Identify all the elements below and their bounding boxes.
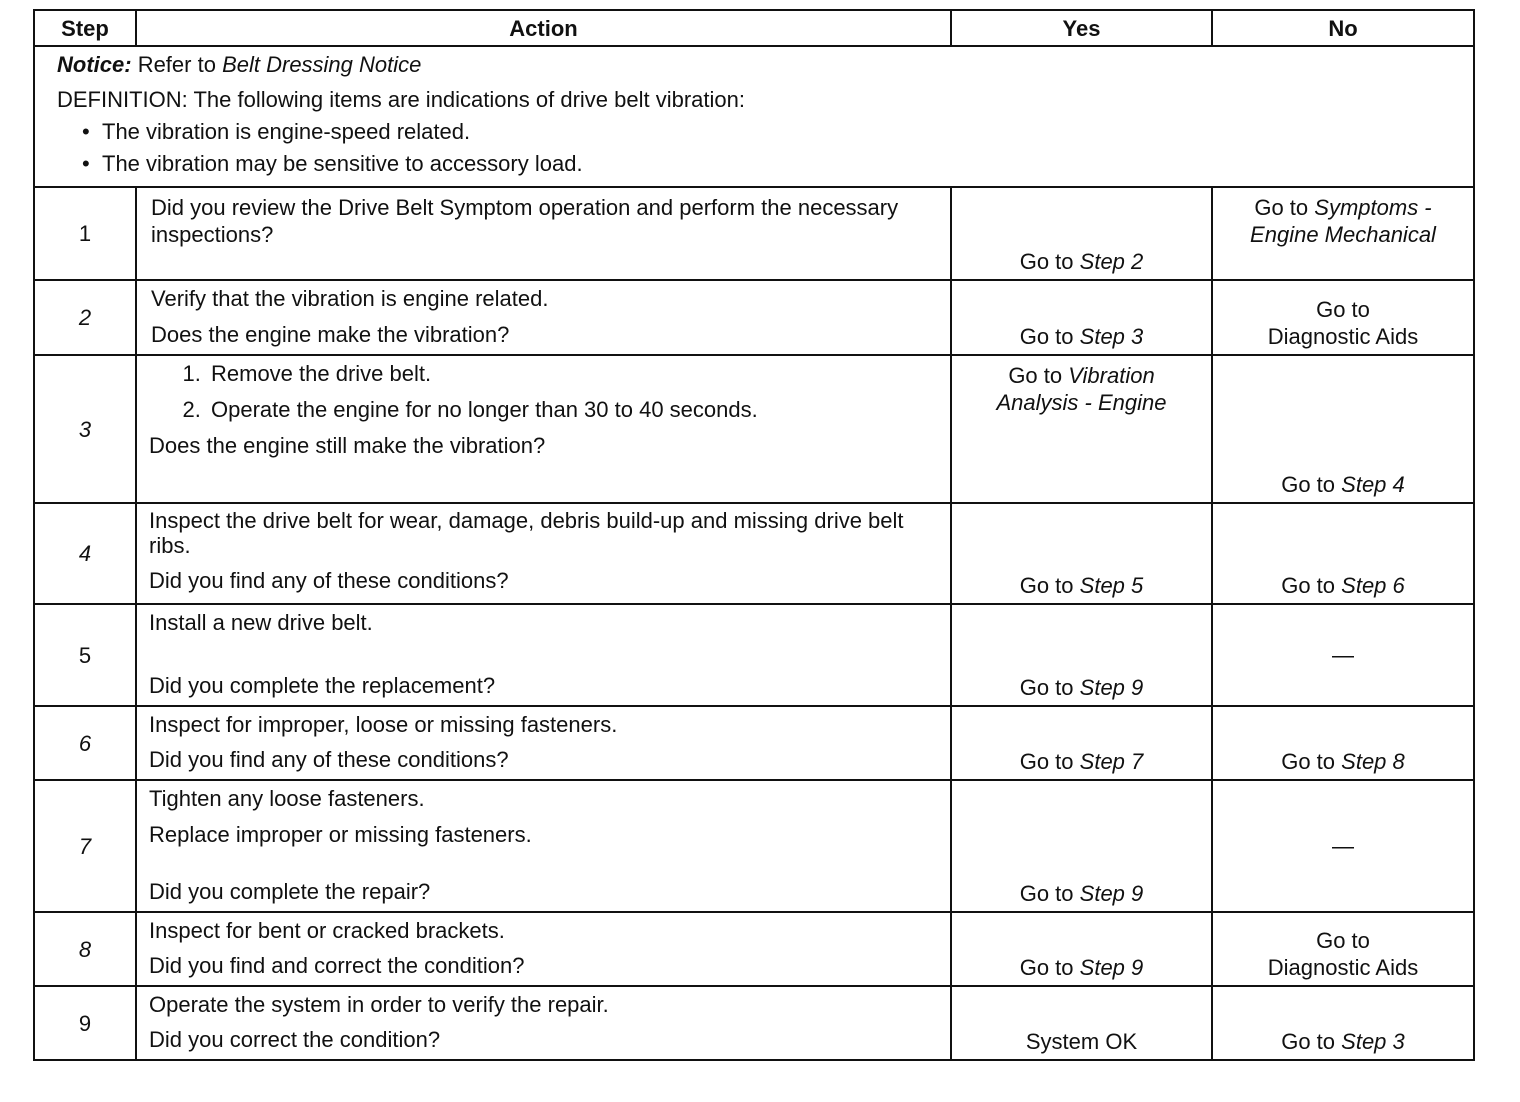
step-number: 3 bbox=[34, 355, 136, 503]
yes-result: Go to Step 5 bbox=[1019, 573, 1144, 598]
header-yes: Yes bbox=[951, 10, 1212, 46]
action-text: Tighten any loose fasteners. bbox=[149, 786, 425, 811]
yes-cell bbox=[951, 912, 1212, 986]
no-result: Go to Diagnostic Aids bbox=[1267, 928, 1419, 980]
step-action bbox=[136, 604, 951, 706]
header-row bbox=[34, 10, 1474, 46]
step-action bbox=[136, 280, 951, 355]
action-question: Did you correct the condition? bbox=[149, 1027, 441, 1052]
action-text: Install a new drive belt. bbox=[149, 610, 373, 635]
action-text: Inspect the drive belt for wear, damage, debris build-up and missing drive belt ribs. bbox=[149, 508, 904, 558]
action-text: Inspect for improper, loose or missing fasteners. bbox=[149, 712, 618, 737]
no-cell bbox=[1212, 355, 1474, 503]
no-result: Go to Step 8 bbox=[1281, 749, 1405, 774]
no-result: Go to Diagnostic Aids bbox=[1267, 297, 1419, 349]
no-result: — bbox=[1332, 833, 1354, 859]
table-row bbox=[34, 780, 1474, 912]
action-question: Does the engine still make the vibration? bbox=[149, 433, 546, 458]
action-question: Did you find any of these conditions? bbox=[149, 568, 509, 593]
substep: 2. Operate the engine for no longer than 30 to 40 seconds. bbox=[207, 396, 938, 423]
yes-cell bbox=[951, 780, 1212, 912]
action-question: Did you complete the replacement? bbox=[149, 673, 496, 698]
step-number: 2 bbox=[34, 280, 136, 355]
no-cell bbox=[1212, 604, 1474, 706]
step-action bbox=[136, 187, 951, 280]
notice-label: Notice: bbox=[57, 52, 132, 77]
step-action bbox=[136, 706, 951, 780]
step-action bbox=[136, 355, 951, 503]
step-number: 8 bbox=[34, 912, 136, 986]
action-question: Did you complete the repair? bbox=[149, 879, 431, 904]
notice-reference: Belt Dressing Notice bbox=[222, 52, 422, 77]
yes-result: System OK bbox=[1025, 1029, 1138, 1054]
yes-cell bbox=[951, 706, 1212, 780]
definition-bullet: • The vibration is engine-speed related. bbox=[102, 118, 1455, 145]
step-action bbox=[136, 986, 951, 1060]
no-cell bbox=[1212, 780, 1474, 912]
yes-step-ref: Step 2 bbox=[1079, 249, 1144, 274]
table-row bbox=[34, 503, 1474, 604]
yes-cell bbox=[951, 986, 1212, 1060]
no-cell bbox=[1212, 187, 1474, 280]
step-number: 4 bbox=[34, 503, 136, 604]
no-cell bbox=[1212, 280, 1474, 355]
substep: 1. Remove the drive belt. bbox=[207, 360, 938, 387]
intro-row bbox=[34, 46, 1474, 187]
no-cell bbox=[1212, 912, 1474, 986]
yes-cell bbox=[951, 604, 1212, 706]
table-row bbox=[34, 912, 1474, 986]
step-number: 1 bbox=[34, 187, 136, 280]
header-action: Action bbox=[136, 10, 951, 46]
step-number: 6 bbox=[34, 706, 136, 780]
no-result: Go to Step 6 bbox=[1281, 573, 1405, 598]
step-action bbox=[136, 912, 951, 986]
table-row bbox=[34, 706, 1474, 780]
yes-cell bbox=[951, 503, 1212, 604]
notice-line bbox=[57, 51, 1455, 78]
action-text: Operate the system in order to verify the repair. bbox=[149, 992, 609, 1017]
action-question: Does the engine make the vibration? bbox=[151, 322, 510, 347]
action-text: Inspect for bent or cracked brackets. bbox=[149, 918, 505, 943]
table-row bbox=[34, 187, 1474, 280]
table-row bbox=[34, 355, 1474, 503]
table-row bbox=[34, 280, 1474, 355]
step-action bbox=[136, 503, 951, 604]
action-question: Did you find any of these conditions? bbox=[149, 747, 509, 772]
step-action bbox=[136, 780, 951, 912]
yes-result: Go to Step 9 bbox=[1019, 955, 1144, 980]
action-question: Did you find and correct the condition? bbox=[149, 953, 525, 978]
no-cell bbox=[1212, 986, 1474, 1060]
substep-list bbox=[149, 360, 938, 423]
table-row bbox=[34, 986, 1474, 1060]
yes-result: Go to Step 7 bbox=[1019, 749, 1144, 774]
yes-result: Go to Step 9 bbox=[1019, 675, 1144, 700]
no-cell bbox=[1212, 503, 1474, 604]
action-text: Replace improper or missing fasteners. bbox=[149, 822, 532, 847]
no-result: Go to Symptoms - Engine Mechanical bbox=[1250, 195, 1436, 247]
notice-text: Refer to bbox=[137, 52, 216, 77]
step-number: 9 bbox=[34, 986, 136, 1060]
yes-result: Go to Step 9 bbox=[1019, 881, 1144, 906]
yes-result: Go to Vibration Analysis - Engine bbox=[996, 363, 1167, 415]
yes-cell bbox=[951, 280, 1212, 355]
no-result: Go to Step 3 bbox=[1281, 1029, 1405, 1054]
yes-cell bbox=[951, 187, 1212, 280]
yes-result: Go to Step 3 bbox=[1019, 324, 1144, 349]
yes-result: Go to Step 2 bbox=[1019, 249, 1144, 274]
no-result: — bbox=[1332, 642, 1354, 668]
yes-cell bbox=[951, 355, 1212, 503]
header-no: No bbox=[1212, 10, 1474, 46]
no-result: Go to Step 4 bbox=[1281, 472, 1405, 497]
definition-bullet: • The vibration may be sensitive to accessory load. bbox=[102, 150, 1455, 177]
intro-cell bbox=[34, 46, 1474, 187]
step-number: 7 bbox=[34, 780, 136, 912]
action-text: Did you review the Drive Belt Symptom operation and perform the necessary inspections? bbox=[151, 195, 899, 247]
no-cell bbox=[1212, 706, 1474, 780]
action-text: Verify that the vibration is engine related. bbox=[151, 286, 549, 311]
definition-text: DEFINITION: The following items are indications of drive belt vibration: bbox=[57, 87, 745, 112]
definition-list bbox=[57, 118, 1455, 177]
table-row bbox=[34, 604, 1474, 706]
header-step: Step bbox=[34, 10, 136, 46]
step-number: 5 bbox=[34, 604, 136, 706]
diagnostic-table bbox=[33, 9, 1475, 1061]
